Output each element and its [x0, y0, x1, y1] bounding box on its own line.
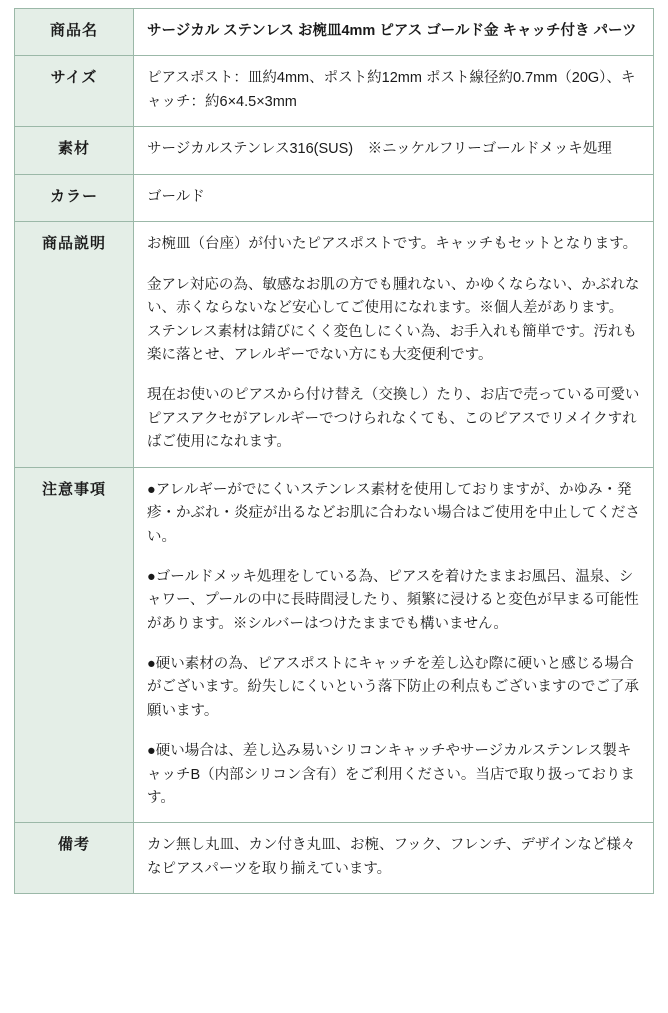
- value-paragraph: カン無し丸皿、カン付き丸皿、お椀、フック、フレンチ、デザインなど様々なピアスパーツを取り揃えています。: [147, 837, 636, 877]
- table-row: [15, 467, 654, 823]
- table-row: [15, 174, 654, 221]
- value-paragraph: ゴールド: [147, 188, 205, 205]
- value-paragraph: お椀皿（台座）が付いたピアスポストです。キャッチもセットとなります。: [147, 236, 638, 253]
- table-row: [15, 823, 654, 894]
- product-spec-table: [14, 8, 654, 894]
- row-label: 注意事項: [15, 467, 134, 823]
- value-paragraph: 現在お使いのピアスから付け替え（交換し）たり、お店で売っている可愛いピアスアクセがアレルギーでつけられなくても、このピアスでリメイクすればご使用になれます。: [147, 387, 640, 451]
- row-value: [134, 823, 654, 894]
- row-value: [134, 174, 654, 221]
- spec-table-body: [15, 9, 654, 894]
- row-value: [134, 127, 654, 174]
- value-paragraph: 金アレ対応の為、敏感なお肌の方でも腫れない、かゆくならない、かぶれない、赤くならないなど安心してご使用になれます。※個人差があります。 ステンレス素材は錆びにくく変色しにくい為、お手入れも簡単です。汚れも楽に落とせ、アレルギーでない方にも大変便利です。: [147, 276, 640, 364]
- value-paragraph: ●ゴールドメッキ処理をしている為、ピアスを着けたままお風呂、温泉、シャワー、プールの中に長時間浸したり、頻繁に浸けると変色が早まる可能性があります。※シルバーはつけたままでも構いません。: [147, 568, 639, 632]
- row-label: カラー: [15, 174, 134, 221]
- row-value: [134, 467, 654, 823]
- row-label: 備考: [15, 823, 134, 894]
- table-row: [15, 222, 654, 467]
- row-value: [134, 56, 654, 127]
- table-row: [15, 9, 654, 56]
- row-label: 商品説明: [15, 222, 134, 467]
- row-label: サイズ: [15, 56, 134, 127]
- value-paragraph: ピアスポスト：皿約4mm、ポスト約12mm ポスト線径約0.7mm（20G）、キャッチ：約6×4.5×3mm: [147, 70, 636, 110]
- value-paragraph: ●硬い素材の為、ピアスポストにキャッチを差し込む際に硬いと感じる場合がございます。紛失しにくいという落下防止の利点もございますのでご了承願います。: [147, 655, 639, 719]
- row-label: 商品名: [15, 9, 134, 56]
- value-paragraph: ●アレルギーがでにくいステンレス素材を使用しておりますが、かゆみ・発疹・かぶれ・炎症が出るなどお肌に合わない場合はご使用を中止してください。: [147, 481, 640, 545]
- value-paragraph: サージカルステンレス316(SUS) ※ニッケルフリーゴールドメッキ処理: [147, 141, 612, 158]
- row-label: 素材: [15, 127, 134, 174]
- table-row: [15, 56, 654, 127]
- row-value: [134, 222, 654, 467]
- row-value: [134, 9, 654, 56]
- value-paragraph: サージカル ステンレス お椀皿4mm ピアス ゴールド金 キャッチ付き パーツ: [147, 23, 637, 39]
- table-row: [15, 127, 654, 174]
- value-paragraph: ●硬い場合は、差し込み易いシリコンキャッチやサージカルステンレス製キャッチB（内部シリコン含有）をご利用ください。当店で取り扱っております。: [147, 743, 635, 806]
